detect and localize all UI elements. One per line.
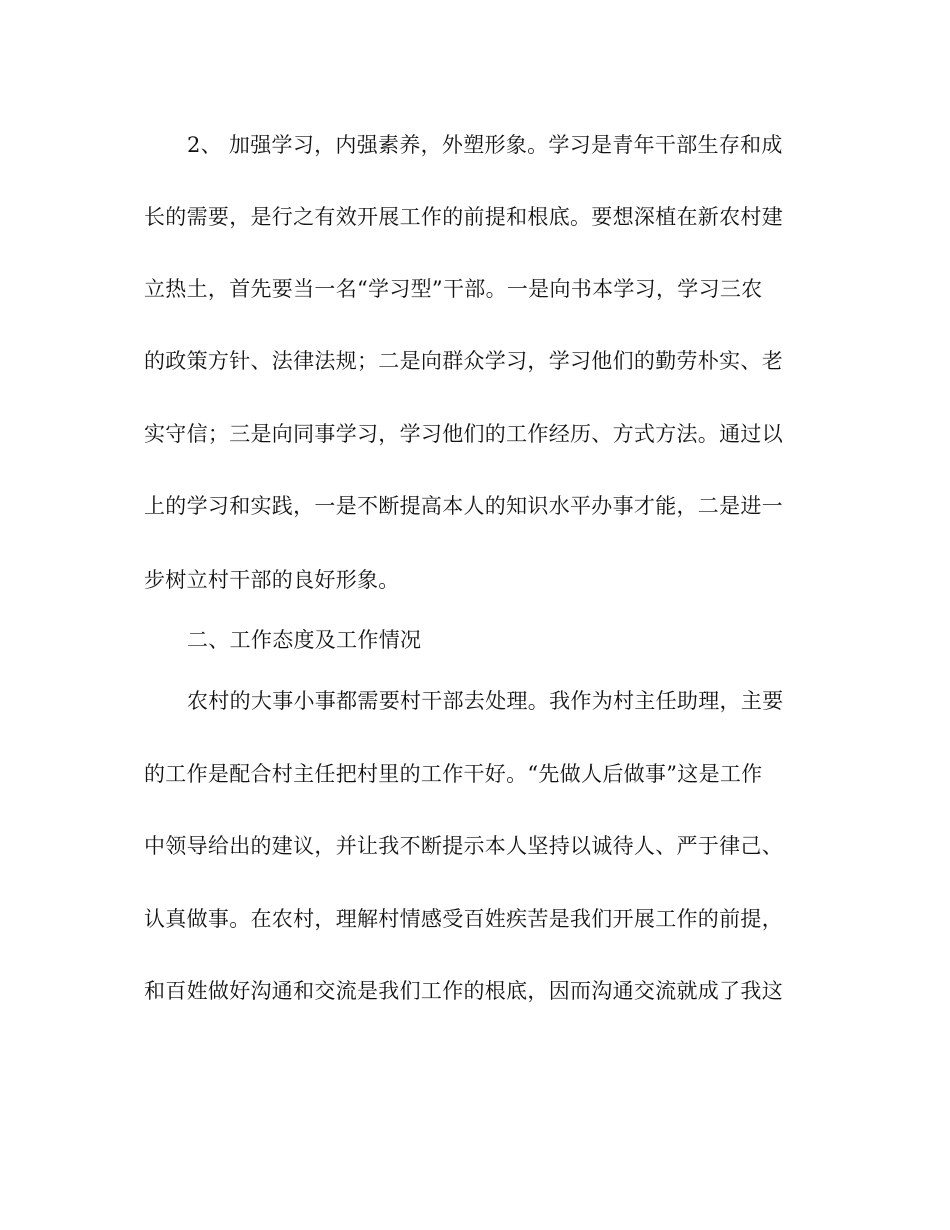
- paragraph-line: 步树立村干部的良好形象。: [144, 568, 400, 592]
- paragraph-line: 立热土，首先要当一名“学习型”干部。一是向书本学习，学习三农: [144, 277, 763, 301]
- paragraph-line: 上的学习和实践，一是不断提高本人的知识水平办事才能，二是进一: [144, 494, 783, 518]
- paragraph-line: 2、 加强学习，内强素养，外塑形象。学习是青年干部生存和成: [187, 133, 783, 157]
- section-heading: 二、工作态度及工作情况: [187, 628, 422, 652]
- paragraph-line: 和百姓做好沟通和交流是我们工作的根底，因而沟通交流就成了我这: [144, 979, 783, 1003]
- paragraph-line: 的政策方针、法律法规；二是向群众学习，学习他们的勤劳朴实、老: [144, 349, 783, 373]
- paragraph-line: 认真做事。在农村，理解村情感受百姓疾苦是我们开展工作的前提，: [144, 907, 783, 931]
- paragraph-line: 中领导给出的建议，并让我不断提示本人坚持以诚待人、严于律己、: [144, 834, 783, 858]
- paragraph-line: 的工作是配合村主任把村里的工作干好。“先做人后做事”这是工作: [144, 762, 763, 786]
- paragraph-line: 实守信；三是向同事学习，学习他们的工作经历、方式方法。通过以: [144, 422, 783, 446]
- paragraph-line: 农村的大事小事都需要村干部去处理。我作为村主任助理，主要: [187, 689, 784, 713]
- paragraph-line: 长的需要，是行之有效开展工作的前提和根底。要想深植在新农村建: [144, 205, 783, 229]
